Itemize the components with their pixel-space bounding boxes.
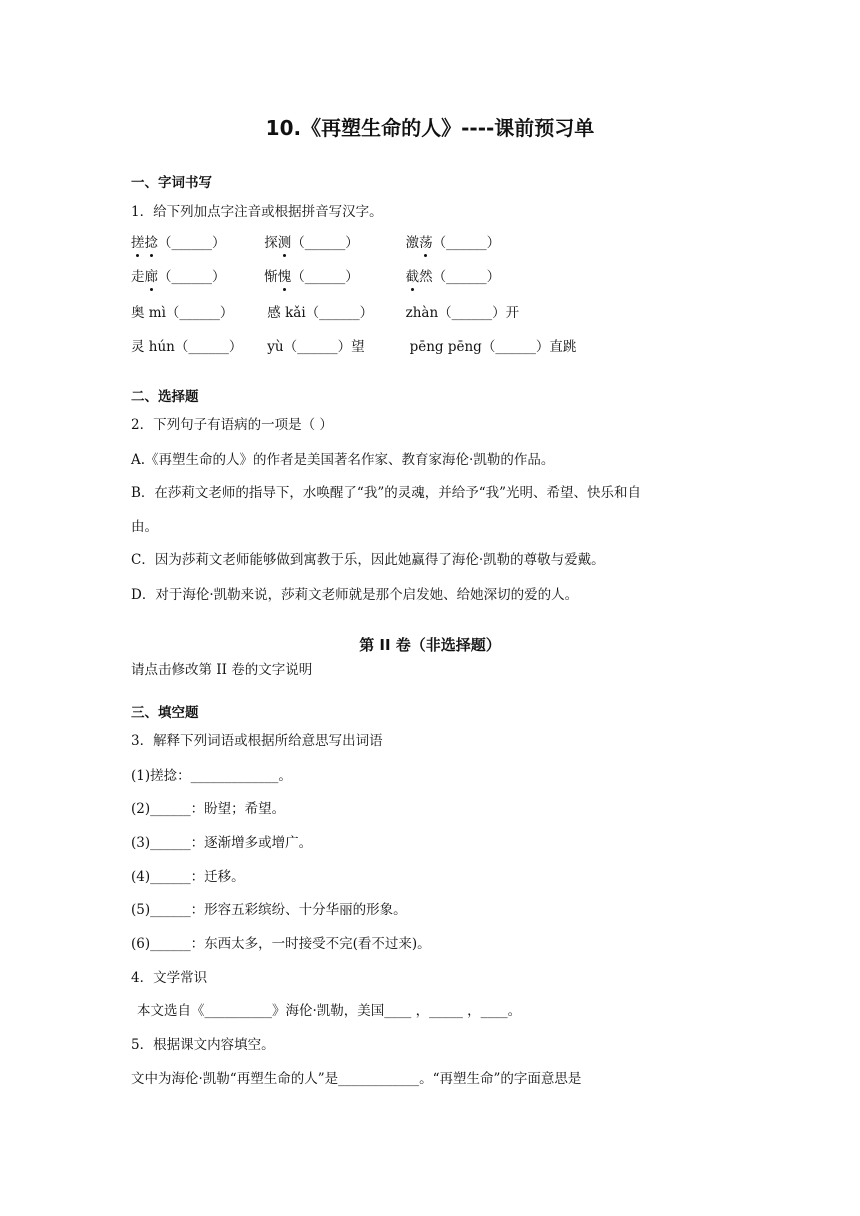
word-item <box>406 233 501 253</box>
word-item <box>264 233 401 253</box>
dotted-char: 测 <box>277 235 292 251</box>
pinyin-item: yù（______）望 <box>267 339 365 355</box>
answer-blank: （______） <box>291 269 359 285</box>
answer-blank: （______） <box>291 235 359 251</box>
word-item <box>406 267 501 287</box>
question-5-prompt: 5．根据课文内容填空。 <box>131 1037 275 1053</box>
dotted-char: 截 <box>405 269 420 285</box>
question-4-prompt: 4．文学常识 <box>131 970 208 986</box>
question-3-item-1: (1)搓捻：_____________。 <box>131 768 292 784</box>
answer-blank: （______） <box>432 235 501 251</box>
pinyin-item: 感 kǎi（______） <box>267 305 374 321</box>
question-2-prompt: 2．下列句子有语病的一项是（ ） <box>131 417 333 433</box>
section-heading-2: 二、选择题 <box>131 389 199 405</box>
answer-blank: （______） <box>158 235 226 251</box>
pinyin-item: 奥 mì（______） <box>131 305 234 321</box>
question-3-item-4: (4)______：迁移。 <box>131 869 245 885</box>
dotted-char: 捻 <box>144 235 158 251</box>
pinyin-item: zhàn（______）开 <box>405 305 520 321</box>
question-3-item-2: (2)______：盼望；希望。 <box>131 801 286 817</box>
document-title: 10.《再塑生命的人》----课前预习单 <box>265 116 595 140</box>
answer-blank: （______） <box>432 269 501 285</box>
pinyin-item: 灵 hún（______） <box>131 339 243 355</box>
question-1-row-2 <box>131 267 500 287</box>
part-2-heading: 第 II 卷（非选择题） <box>359 636 501 654</box>
section-heading-1: 一、字词书写 <box>131 175 212 191</box>
word-item <box>131 267 260 287</box>
word-item <box>264 267 401 287</box>
dotted-char: 廊 <box>144 269 158 285</box>
plain-char: 激 <box>405 235 420 251</box>
question-5-text: 文中为海伦·凯勒“再塑生命的人”是____________。“再塑生命”的字面意思是 <box>131 1071 582 1087</box>
option-b-line-1: B．在莎莉文老师的指导下，水唤醒了“我”的灵魂，并给予“我”光明、希望、快乐和自 <box>131 485 642 501</box>
plain-char: 探 <box>264 235 278 251</box>
option-d: D．对于海伦·凯勒来说，莎莉文老师就是那个启发她、给她深切的爱的人。 <box>131 587 579 603</box>
dotted-char: 愧 <box>277 269 292 285</box>
question-3-item-5: (5)______：形容五彩缤纷、十分华丽的形象。 <box>131 902 407 918</box>
question-1-prompt: 1．给下列加点字注音或根据拼音写汉字。 <box>131 204 383 220</box>
section-heading-3: 三、填空题 <box>131 705 199 721</box>
pinyin-item: pēng pēng（______）直跳 <box>409 339 577 355</box>
question-4-text: 本文选自《__________》海伦·凯勒，美国____ ，_____ ，____。 <box>137 1003 522 1019</box>
plain-char: 惭 <box>264 269 278 285</box>
option-c: C．因为莎莉文老师能够做到寓教于乐，因此她赢得了海伦·凯勒的尊敬与爱戴。 <box>131 552 605 568</box>
part-2-note: 请点击修改第 II 卷的文字说明 <box>131 662 313 678</box>
question-1-row-1 <box>131 233 500 253</box>
option-b-line-2: 由。 <box>131 519 158 535</box>
answer-blank: （______） <box>158 269 226 285</box>
dotted-char: 荡 <box>419 235 433 251</box>
question-3-prompt: 3．解释下列词语或根据所给意思写出词语 <box>131 733 383 749</box>
plain-char: 然 <box>419 269 433 285</box>
question-3-item-3: (3)______：逐渐增多或增广。 <box>131 835 313 851</box>
plain-char: 走 <box>131 269 145 285</box>
option-a: A.《再塑生命的人》的作者是美国著名作家、教育家海伦·凯勒的作品。 <box>131 452 555 468</box>
dotted-char: 搓 <box>131 235 145 251</box>
question-1-row-4 <box>131 337 576 357</box>
question-1-row-3 <box>131 303 519 323</box>
question-3-item-6: (6)______：东西太多，一时接受不完(看不过来)。 <box>131 936 431 952</box>
word-item <box>131 233 260 253</box>
